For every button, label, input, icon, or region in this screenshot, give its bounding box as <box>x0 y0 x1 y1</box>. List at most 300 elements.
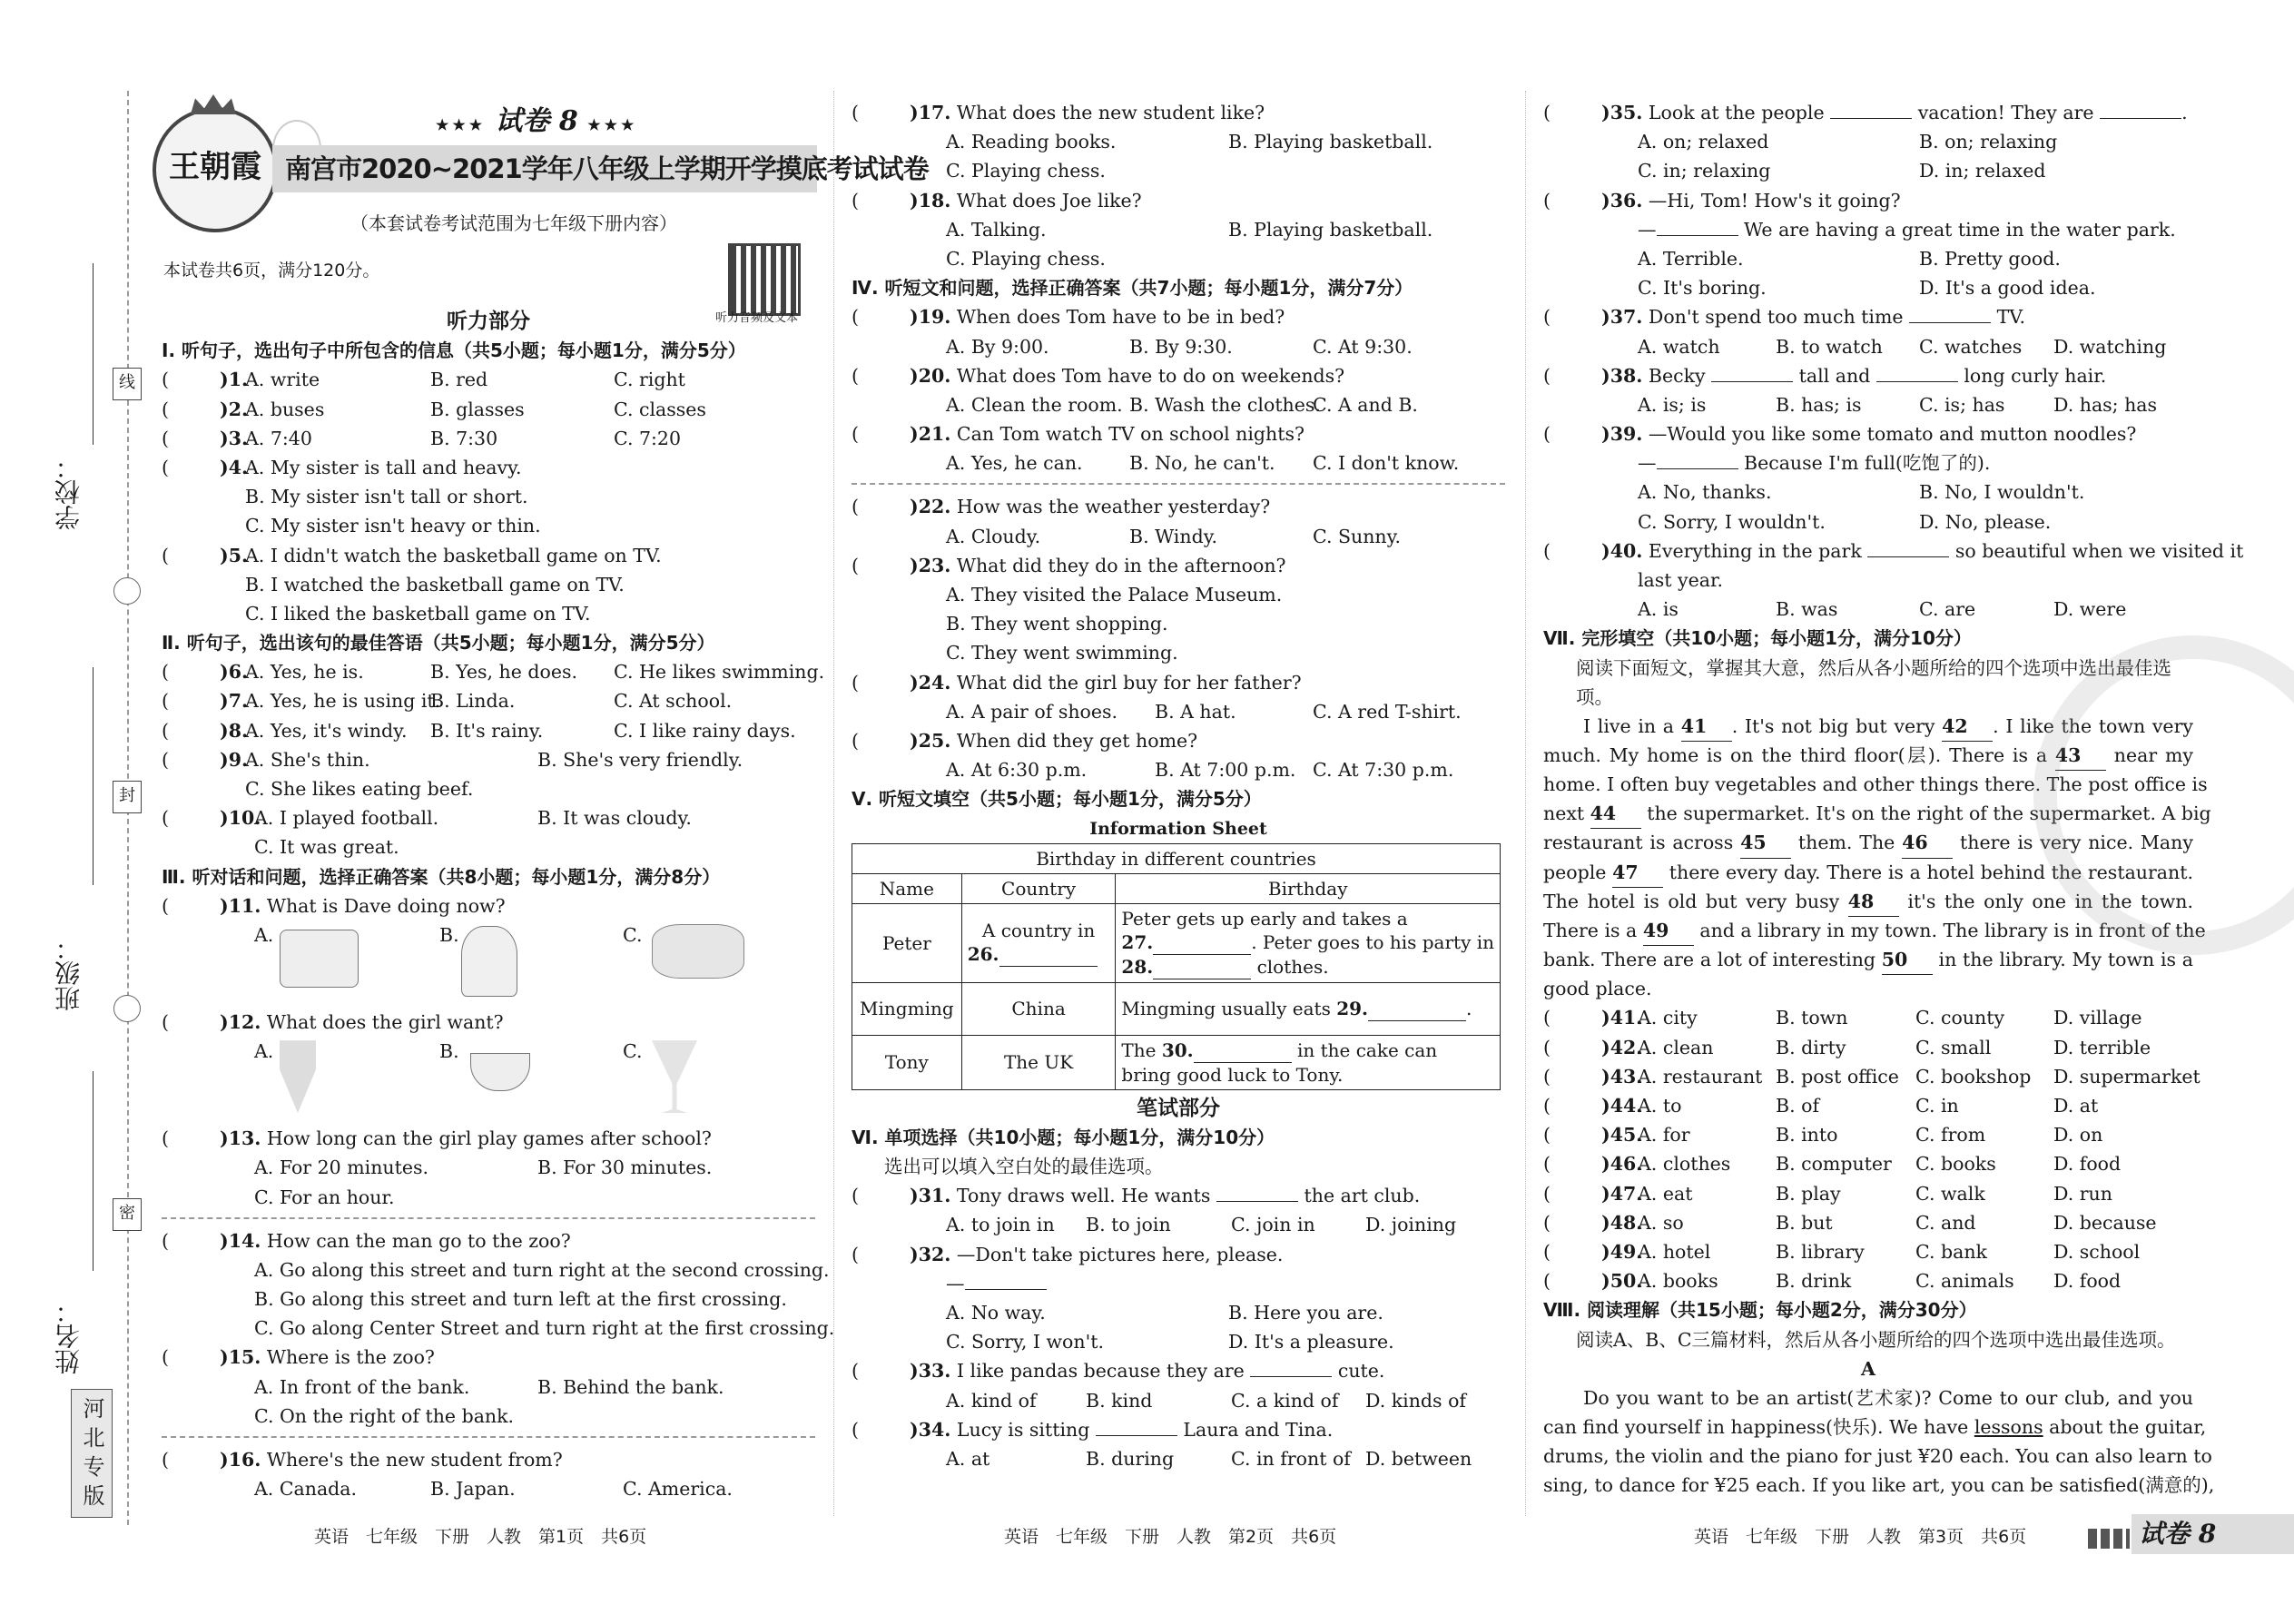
option-d[interactable]: D. food <box>2053 1153 2122 1176</box>
option-c[interactable]: C. America. <box>623 1478 733 1501</box>
option-a[interactable]: A. For 20 minutes. <box>254 1156 429 1179</box>
option-c[interactable]: C. small <box>1915 1036 1992 1058</box>
option-d[interactable]: D. It's a pleasure. <box>1228 1331 1394 1353</box>
option-b[interactable]: B. Pretty good. <box>1919 247 2061 270</box>
question-5: ( )5. A. I didn't watch the basketball game on TV. <box>162 541 815 570</box>
option-b[interactable]: B. <box>439 923 459 946</box>
question-18-ab <box>852 215 1505 244</box>
cell-country: China <box>961 982 1116 1035</box>
option-d[interactable]: D. at <box>2053 1095 2099 1117</box>
option-d[interactable]: D. village <box>2053 1007 2142 1029</box>
blank-46[interactable]: 46 <box>1902 828 1953 858</box>
question-9: ( )9. A. She's thin. B. She's very friendly. <box>162 745 815 774</box>
option-d[interactable]: D. in; relaxed <box>1919 160 2046 182</box>
question-44: ( )44. A. to B. of C. in D. at <box>1543 1091 2193 1120</box>
blank[interactable] <box>1657 235 1738 236</box>
cell-birthday: The 30. in the cake can bring good luck to Tony. <box>1116 1035 1501 1089</box>
option-c[interactable]: C. Sorry, I won't. <box>946 1331 1104 1353</box>
option-b[interactable]: B. Wash the clothes. <box>1129 393 1321 416</box>
question-25-abc <box>852 755 1505 784</box>
star-decoration-icon: ★★★ <box>587 116 638 133</box>
option-a[interactable]: A. <box>254 923 274 946</box>
question-48: ( )48. A. so B. but C. and D. because <box>1543 1208 2193 1237</box>
option-d[interactable]: D. No, please. <box>1919 510 2052 533</box>
option-b[interactable]: B. Windy. <box>1129 525 1218 547</box>
option-a[interactable]: A. She's thin. <box>245 748 370 771</box>
blank-47[interactable]: 47 <box>1612 858 1663 888</box>
question-50: ( )50. A. books B. drink C. animals D. food <box>1543 1266 2193 1295</box>
question-14: ( )14. How can the man go to the zoo? <box>162 1229 571 1252</box>
option-a[interactable]: A. to join in <box>946 1214 1055 1236</box>
option-c[interactable]: C. county <box>1915 1007 2005 1029</box>
option-b[interactable]: B. to join <box>1086 1214 1171 1236</box>
option-a[interactable]: A. Cloudy. <box>946 525 1041 547</box>
question-15: ( )15. Where is the zoo? <box>162 1346 435 1369</box>
blank-43[interactable]: 43 <box>2055 741 2106 771</box>
question-40-cont: last year. <box>1638 569 1724 591</box>
swimming-boy-icon[interactable] <box>652 924 744 979</box>
option-b[interactable]: B. drink <box>1776 1270 1852 1293</box>
section-4-title: Ⅳ. 听短文和问题，选择正确答案（共7小题；每小题1分，满分7分） <box>852 277 1413 300</box>
option-a[interactable]: A. No way. <box>946 1302 1046 1324</box>
question-21-abc <box>852 448 1505 477</box>
option-c[interactable]: C. walk <box>1915 1182 1985 1205</box>
option-c[interactable]: C. bank <box>1915 1240 1987 1263</box>
question-13: ( )13. How long can the girl play games after school? <box>162 1127 712 1150</box>
qr-code[interactable] <box>728 243 801 316</box>
star-decoration-icon: ★★★ <box>436 116 487 133</box>
name-label: 姓名： <box>54 1298 84 1374</box>
option-c[interactable]: C. On the right of the bank. <box>254 1404 515 1427</box>
option-c[interactable]: C. in; relaxing <box>1638 160 1771 182</box>
option-d[interactable]: D. has; has <box>2053 393 2158 416</box>
option-a[interactable]: A. write <box>245 369 320 391</box>
option-b[interactable]: B. but <box>1776 1211 1833 1234</box>
option-b[interactable]: B. glasses <box>430 398 525 420</box>
option-b[interactable]: B. post office <box>1776 1065 1899 1088</box>
cell-name: Mingming <box>852 982 962 1035</box>
blank[interactable] <box>1250 1376 1332 1377</box>
option-d[interactable]: D. supermarket <box>2053 1065 2200 1088</box>
question-text: Where's the new student from? <box>266 1449 563 1471</box>
class-field[interactable] <box>93 667 94 885</box>
question-4-c <box>162 511 815 540</box>
option-a[interactable]: A. Reading books. <box>946 131 1117 153</box>
option-c[interactable]: C. A and B. <box>1313 393 1418 416</box>
passage-a-line: Do you want to be an artist(艺术家)? Come to our club, and you <box>1583 1386 2193 1409</box>
blank-41[interactable]: 41 <box>1681 712 1732 742</box>
blank-42[interactable]: 42 <box>1942 712 1993 742</box>
blank-30[interactable] <box>1194 1038 1292 1063</box>
question-text: Where is the zoo? <box>266 1346 435 1369</box>
option-b[interactable]: B. library <box>1776 1240 1865 1263</box>
option-a[interactable]: A. <box>254 1040 274 1063</box>
option-b[interactable]: B. red <box>430 369 488 391</box>
question-19-abc <box>852 332 1505 361</box>
option-a[interactable]: A. watch <box>1638 335 1720 358</box>
option-b[interactable]: B. No, I wouldn't. <box>1919 481 2085 504</box>
question-32-answer: — <box>852 1269 1505 1298</box>
passage-a-line: sing, to dance for ¥25 each. If you like art, you can be satisfied(满意的), <box>1543 1474 2215 1497</box>
question-38: ( )38. Becky tall and long curly hair. <box>1543 364 2107 387</box>
question-36: ( )36. —Hi, Tom! How's it going? <box>1543 189 1901 212</box>
question-10-c <box>162 832 815 861</box>
section-1-title: Ⅰ. 听句子，选出句子中所包含的信息（共5小题；每小题1分，满分5分） <box>162 340 746 362</box>
option-a[interactable]: A. 7:40 <box>245 427 312 449</box>
option-c[interactable]: C. It was great. <box>254 836 399 859</box>
name-field[interactable] <box>93 1071 94 1271</box>
option-b[interactable]: B. Playing basketball. <box>1228 131 1433 153</box>
section-6-title: Ⅵ. 单项选择（共10小题；每小题1分，满分10分） <box>852 1126 1275 1148</box>
blank-50[interactable]: 50 <box>1882 945 1933 975</box>
option-c[interactable]: C. a kind of <box>1231 1389 1339 1412</box>
option-c[interactable]: C. He likes swimming. <box>614 661 825 684</box>
option-a[interactable]: A. Yes, he can. <box>946 452 1083 475</box>
reading-boy-icon[interactable] <box>461 926 517 997</box>
option-b[interactable]: B. has; is <box>1776 393 1862 416</box>
option-b[interactable]: B. Playing basketball. <box>1228 218 1433 241</box>
option-d[interactable]: D. were <box>2053 598 2127 621</box>
blank[interactable] <box>1657 468 1738 469</box>
section-7-title: Ⅶ. 完形填空（共10小题；每小题1分，满分10分） <box>1543 627 1972 650</box>
section-7-intro: 阅读下面短文，掌握其大意，然后从各小题所给的四个选项中选出最佳选项。 <box>1576 656 2171 708</box>
binding-mark-secret: 密 <box>113 1198 142 1231</box>
question-31: ( )31. Tony draws well. He wants the art club. <box>852 1185 1421 1207</box>
question-36-answer: — We are having a great time in the water park. <box>1638 218 2176 241</box>
option-a[interactable]: A. clothes <box>1638 1153 1731 1176</box>
blank[interactable] <box>965 1289 1047 1290</box>
header-country: Country <box>961 873 1116 903</box>
option-a[interactable]: A. is; is <box>1638 393 1707 416</box>
blank[interactable] <box>1876 381 1958 382</box>
question-39: ( )39. —Would you like some tomato and mutton noodles? <box>1543 423 2137 446</box>
option-c[interactable]: C. She likes eating beef. <box>245 778 474 800</box>
option-c[interactable]: C. I liked the basketball game on TV. <box>245 602 591 625</box>
cell-birthday: Peter gets up early and takes a 27. . Peter goes to his party in 28. clothes. <box>1116 903 1501 982</box>
question-text: What does Tom have to do on weekends? <box>956 364 1345 387</box>
option-c[interactable]: C. classes <box>614 398 706 420</box>
question-13-ab <box>162 1153 815 1182</box>
option-a[interactable]: A. clean <box>1638 1036 1714 1058</box>
option-c[interactable]: C. Go along Center Street and turn right at the first crossing. <box>254 1317 835 1340</box>
footer-page-3: 英语 七年级 下册 人教 第3页 共6页 <box>1694 1527 2027 1547</box>
question-text: How was the weather yesterday? <box>956 496 1271 518</box>
option-a[interactable]: A. so <box>1638 1211 1684 1234</box>
section-3-title: Ⅲ. 听对话和问题，选择正确答案（共8小题；每小题1分，满分8分） <box>162 865 721 888</box>
option-c[interactable]: C. in front of <box>1231 1447 1351 1470</box>
question-22: ( )22. How was the weather yesterday? <box>852 496 1271 518</box>
option-b[interactable]: B. At 7:00 p.m. <box>1155 759 1296 782</box>
question-37: ( )37. Don't spend too much time TV. <box>1543 306 2026 329</box>
question-39-answer: — Because I'm full(吃饱了的). <box>1638 452 1991 475</box>
option-b[interactable]: B. No, he can't. <box>1129 452 1275 475</box>
option-c[interactable]: C. animals <box>1915 1270 2014 1293</box>
question-text: How can the man go to the zoo? <box>266 1229 571 1252</box>
option-a[interactable]: A. to <box>1638 1095 1682 1117</box>
question-24: ( )24. What did the girl buy for her father? <box>852 671 1302 694</box>
option-a[interactable]: A. at <box>946 1447 990 1470</box>
binding-circle-icon <box>113 577 141 605</box>
option-b[interactable]: B. Japan. <box>430 1478 516 1501</box>
option-c[interactable]: C. Sorry, I wouldn't. <box>1638 510 1826 533</box>
blank-49[interactable]: 49 <box>1643 916 1694 946</box>
option-c[interactable]: C. from <box>1915 1124 1986 1147</box>
option-b[interactable]: B. Here you are. <box>1228 1302 1383 1324</box>
blank-44[interactable]: 44 <box>1590 799 1641 829</box>
option-a[interactable]: A. restaurant <box>1638 1065 1763 1088</box>
question-35-cd <box>1543 156 2193 185</box>
option-c[interactable]: C. right <box>614 369 685 391</box>
option-b[interactable]: B. play <box>1776 1182 1841 1205</box>
option-b[interactable]: B. By 9:30. <box>1129 335 1233 358</box>
option-d[interactable]: D. food <box>2053 1270 2122 1293</box>
question-23: ( )23. What did they do in the afternoon? <box>852 554 1286 576</box>
option-a[interactable]: A. Yes, it's windy. <box>245 719 408 742</box>
question-text: How long can the girl play games after school? <box>266 1127 712 1150</box>
option-b[interactable]: B. 7:30 <box>430 427 498 449</box>
option-d[interactable]: D. joining <box>1365 1214 1457 1236</box>
option-a[interactable]: A. hotel <box>1638 1240 1711 1263</box>
question-32: ( )32. —Don't take pictures here, please. <box>852 1243 1284 1265</box>
option-a[interactable]: A. By 9:00. <box>946 335 1049 358</box>
option-d[interactable]: D. terrible <box>2053 1036 2151 1058</box>
written-title: 笔试部分 <box>1137 1096 1220 1120</box>
option-b[interactable]: B. My sister isn't tall or short. <box>245 486 528 508</box>
question-42: ( )42. A. clean B. dirty C. small D. terrible <box>1543 1033 2193 1062</box>
blank[interactable] <box>2100 118 2181 119</box>
option-a[interactable]: A. Canada. <box>254 1478 358 1501</box>
option-c[interactable]: C. bookshop <box>1915 1065 2032 1088</box>
option-a[interactable]: A. buses <box>245 398 325 420</box>
blank[interactable] <box>1830 118 1912 119</box>
blank[interactable] <box>1711 381 1793 382</box>
option-b[interactable]: B. Linda. <box>430 690 516 713</box>
option-c[interactable]: C. in <box>1915 1095 1959 1117</box>
question-41: ( )41. A. city B. town C. county D. village <box>1543 1003 2193 1032</box>
paper-scope: （本套试卷考试范围为七年级下册内容） <box>350 212 677 234</box>
blank-26[interactable] <box>999 942 1098 967</box>
question-10: ( )10. A. I played football. B. It was cloudy. <box>162 803 815 832</box>
option-b[interactable]: B. I watched the basketball game on TV. <box>245 573 625 595</box>
option-b[interactable]: B. on; relaxing <box>1919 131 2058 153</box>
option-b[interactable]: B. Yes, he does. <box>430 661 578 684</box>
option-c[interactable]: C. Sunny. <box>1313 525 1402 547</box>
option-c[interactable]: C. My sister isn't heavy or thin. <box>245 515 541 537</box>
footer-page-2: 英语 七年级 下册 人教 第2页 共6页 <box>1004 1527 1337 1547</box>
option-c[interactable]: C. At school. <box>614 690 733 713</box>
option-d[interactable]: D. on <box>2053 1124 2103 1147</box>
question-9-c <box>162 774 815 803</box>
option-c[interactable]: C. A red T-shirt. <box>1313 700 1462 723</box>
question-text: What did the girl buy for her father? <box>956 671 1302 694</box>
passage-a-title: A <box>1861 1357 1876 1380</box>
question-16: ( )16. Where's the new student from? <box>162 1449 563 1471</box>
tea-cup-icon[interactable] <box>470 1053 530 1091</box>
column-separator <box>833 91 834 1516</box>
option-a[interactable]: A. I played football. <box>254 807 439 830</box>
option-b[interactable]: B. to watch <box>1776 335 1883 358</box>
dashed-divider <box>162 1217 815 1219</box>
ice-cream-icon[interactable] <box>280 1040 316 1113</box>
option-a[interactable]: A. for <box>1638 1124 1690 1147</box>
option-c[interactable]: C. They went swimming. <box>946 642 1178 664</box>
section-5-title: Ⅴ. 听短文填空（共5小题；每小题1分，满分5分） <box>852 788 1262 811</box>
question-35-ab <box>1543 127 2193 156</box>
option-a[interactable]: A. on; relaxed <box>1638 131 1769 153</box>
option-c[interactable]: C. watches <box>1919 335 2023 358</box>
blank-27[interactable] <box>1153 930 1251 955</box>
blank-48[interactable]: 48 <box>1848 887 1899 917</box>
option-b[interactable]: B. Behind the bank. <box>537 1375 724 1398</box>
cocktail-glass-icon[interactable] <box>652 1040 697 1113</box>
question-15-c <box>162 1402 815 1431</box>
logo-text: 王朝霞 <box>169 149 261 185</box>
option-b[interactable]: B. during <box>1086 1447 1175 1470</box>
option-b[interactable]: B. was <box>1776 598 1838 621</box>
option-b[interactable]: B. kind <box>1086 1389 1153 1412</box>
option-d[interactable]: D. because <box>2053 1211 2157 1234</box>
option-c[interactable]: C. are <box>1919 598 1976 621</box>
paper-number <box>436 107 637 140</box>
option-c[interactable]: C. It's boring. <box>1638 277 1767 300</box>
question-37-options <box>1543 332 2193 361</box>
blank[interactable] <box>1909 322 1991 323</box>
option-b[interactable]: B. dirty <box>1776 1036 1846 1058</box>
option-c[interactable]: C. Playing chess. <box>946 247 1106 270</box>
question-34: ( )34. Lucy is sitting Laura and Tina. <box>852 1418 1334 1441</box>
option-a[interactable]: A. Go along this street and turn right at the second crossing. <box>254 1258 830 1281</box>
option-c[interactable]: C. is; has <box>1919 393 2005 416</box>
option-a[interactable]: A. is <box>1638 598 1679 621</box>
option-b[interactable]: B. She's very friendly. <box>537 748 743 771</box>
cell-name: Tony <box>852 1035 962 1089</box>
logo <box>153 107 278 232</box>
option-a[interactable]: A. My sister is tall and heavy. <box>245 456 522 478</box>
option-d[interactable]: D. school <box>2053 1240 2141 1263</box>
question-19: ( )19. When does Tom have to be in bed? <box>852 306 1285 329</box>
option-b[interactable]: B. of <box>1776 1095 1820 1117</box>
footer-badge-text: 试卷 8 <box>2139 1519 2217 1549</box>
option-c[interactable]: C. 7:20 <box>614 427 682 449</box>
blank[interactable] <box>1216 1201 1298 1202</box>
blank[interactable] <box>1867 556 1949 557</box>
blank[interactable] <box>1096 1435 1177 1436</box>
option-d[interactable]: D. kinds of <box>1365 1389 1467 1412</box>
option-c[interactable]: C. <box>623 1040 643 1063</box>
option-a[interactable]: A. Talking. <box>946 218 1047 241</box>
option-c[interactable]: C. join in <box>1231 1214 1315 1236</box>
school-field[interactable] <box>93 263 94 445</box>
option-a[interactable]: A. They visited the Palace Museum. <box>946 584 1283 605</box>
option-c[interactable]: C. I don't know. <box>1313 452 1460 475</box>
option-a[interactable]: A. Clean the room. <box>946 393 1123 416</box>
option-a[interactable]: A. books <box>1638 1270 1718 1293</box>
option-b[interactable]: B. It was cloudy. <box>537 807 692 830</box>
question-18-c <box>852 244 1505 273</box>
question-32-cd <box>852 1327 1505 1356</box>
underlined-word: lessons <box>1974 1416 2043 1439</box>
header-name: Name <box>852 873 962 903</box>
option-d[interactable]: D. watching <box>2053 335 2167 358</box>
question-16-abc <box>162 1474 815 1503</box>
question-12: ( )12. What does the girl want? <box>162 1010 504 1033</box>
option-a[interactable]: A. eat <box>1638 1182 1693 1205</box>
question-45: ( )45. A. for B. into C. from D. on <box>1543 1120 2193 1149</box>
option-c[interactable]: C. I like rainy days. <box>614 719 796 742</box>
option-a[interactable]: A. Terrible. <box>1638 247 1744 270</box>
question-33-options <box>852 1386 1505 1415</box>
blank-29[interactable] <box>1368 997 1466 1021</box>
option-c[interactable]: C. For an hour. <box>254 1186 395 1208</box>
option-a[interactable]: A. Yes, he is using it. <box>245 690 441 713</box>
option-b[interactable]: B. A hat. <box>1155 700 1236 723</box>
option-b[interactable]: B. It's rainy. <box>430 719 544 742</box>
question-38-options <box>1543 390 2193 419</box>
question-6: ( )6. A. Yes, he is. B. Yes, he does. C. He likes swimming. <box>162 657 815 686</box>
question-20-abc <box>852 390 1505 419</box>
passage-a-line: drums, the violin and the piano for just ¥20 each. You can also learn to <box>1543 1445 2212 1468</box>
question-22-abc <box>852 522 1505 551</box>
option-d[interactable]: D. run <box>2053 1182 2112 1205</box>
option-a[interactable]: A. city <box>1638 1007 1698 1029</box>
option-a[interactable]: A. kind of <box>946 1389 1037 1412</box>
column-separator <box>1525 91 1526 1516</box>
option-b[interactable]: B. computer <box>1776 1153 1892 1176</box>
logo-crown-icon <box>191 94 236 114</box>
option-a[interactable]: A. I didn't watch the basketball game on TV. <box>245 544 662 566</box>
option-a[interactable]: A. Yes, he is. <box>245 661 364 684</box>
question-5-b <box>162 570 815 599</box>
sheet-caption: Birthday in different countries <box>852 843 1501 873</box>
option-b[interactable]: B. For 30 minutes. <box>537 1156 713 1179</box>
question-32-ab <box>852 1298 1505 1327</box>
question-20: ( )20. What does Tom have to do on weekends? <box>852 364 1345 387</box>
option-a[interactable]: A. A pair of shoes. <box>946 700 1118 723</box>
option-c[interactable]: C. Playing chess. <box>946 160 1106 182</box>
table-row <box>852 982 1501 1035</box>
option-a[interactable]: A. In front of the bank. <box>254 1375 470 1398</box>
listening-title: 听力部分 <box>447 310 530 333</box>
option-a[interactable]: A. At 6:30 p.m. <box>946 759 1088 782</box>
question-36-cd <box>1543 273 2193 302</box>
question-31-options <box>852 1210 1505 1239</box>
question-12-pictures <box>162 1037 815 1124</box>
option-d[interactable]: D. It's a good idea. <box>1919 277 2096 300</box>
sleeping-boy-icon[interactable] <box>280 930 359 988</box>
option-c[interactable]: C. <box>623 923 643 946</box>
question-21: ( )21. Can Tom watch TV on school nights? <box>852 423 1305 446</box>
option-c[interactable]: C. books <box>1915 1153 1996 1176</box>
option-b[interactable]: B. town <box>1776 1007 1848 1029</box>
option-c[interactable]: C. At 7:30 p.m. <box>1313 759 1454 782</box>
class-label: 班级： <box>54 935 84 1011</box>
blank-28[interactable] <box>1153 955 1251 979</box>
option-c[interactable]: C. At 9:30. <box>1313 335 1413 358</box>
option-b[interactable]: B. They went shopping. <box>946 613 1168 635</box>
school-label: 学校： <box>54 454 84 530</box>
option-b[interactable]: B. into <box>1776 1124 1838 1147</box>
option-b[interactable]: B. <box>439 1040 459 1063</box>
option-d[interactable]: D. between <box>1365 1447 1472 1470</box>
option-a[interactable]: A. No, thanks. <box>1638 481 1772 504</box>
option-b[interactable]: B. Go along this street and turn left at the first crossing. <box>254 1288 787 1311</box>
dashed-divider <box>162 1436 815 1438</box>
blank-45[interactable]: 45 <box>1740 828 1791 858</box>
section-2-title: Ⅱ. 听句子，选出该句的最佳答语（共5小题；每小题1分，满分5分） <box>162 632 715 655</box>
question-text: When did they get home? <box>956 729 1198 752</box>
option-c[interactable]: C. and <box>1915 1211 1976 1234</box>
question-35: ( )35. Look at the people vacation! They are . <box>1543 102 2188 123</box>
